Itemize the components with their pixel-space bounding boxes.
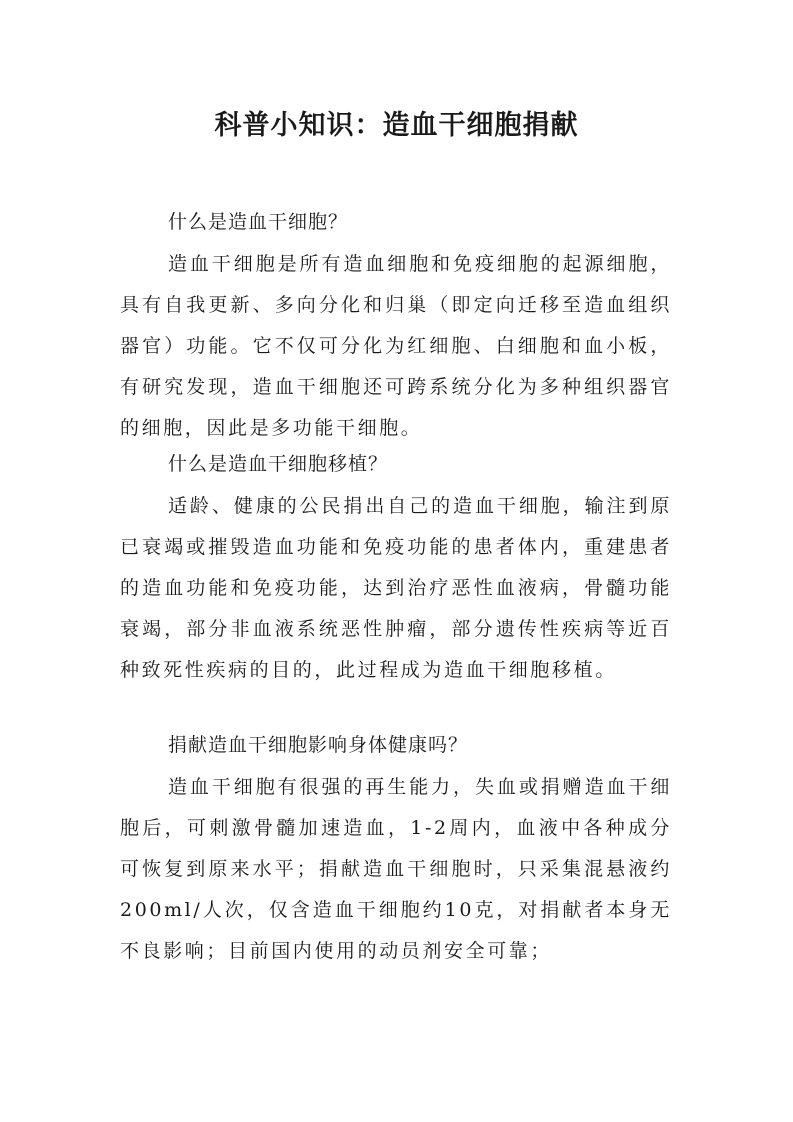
section-heading-what-is-hsc: 什么是造血干细胞？ (168, 211, 349, 233)
document-title: 科普小知识：造血干细胞捐献 (214, 110, 579, 141)
section-body-what-is-hsc: 造血干细胞是所有造血细胞和免疫细胞的起源细胞，具有自我更新、多向分化和归巢（即定向迁移至造血组织器官）功能。它不仅可分化为红细胞、白细胞和血小板，有研究发现，造血干细胞还可跨系统分化为多种组织器官的细胞，因此是多功能干细胞。 (120, 253, 672, 439)
section-body-what-is-transplant: 适龄、健康的公民捐出自己的造血干细胞，输注到原已衰竭或摧毁造血功能和免疫功能的患者体内，重建患者的造血功能和免疫功能，达到治疗恶性血液病，骨髓功能衰竭，部分非血液系统恶性肿瘤，部分遗传性疾病等近百种致死性疾病的目的，此过程成为造血干细胞移植。 (120, 495, 672, 681)
section-heading-health-impact: 捐献造血干细胞影响身体健康吗？ (168, 734, 469, 756)
section-heading-what-is-transplant: 什么是造血干细胞移植？ (168, 453, 389, 475)
section-body-health-impact: 造血干细胞有很强的再生能力，失血或捐赠造血干细胞后，可刺激骨髓加速造血，1-2周内，血液中各种成分可恢复到原来水平；捐献造血干细胞时，只采集混悬液约200ml/人次，仅含造血干细胞约10克，对捐献者本身无不良影响；目前国内使用的动员剂安全可靠； (120, 776, 672, 962)
